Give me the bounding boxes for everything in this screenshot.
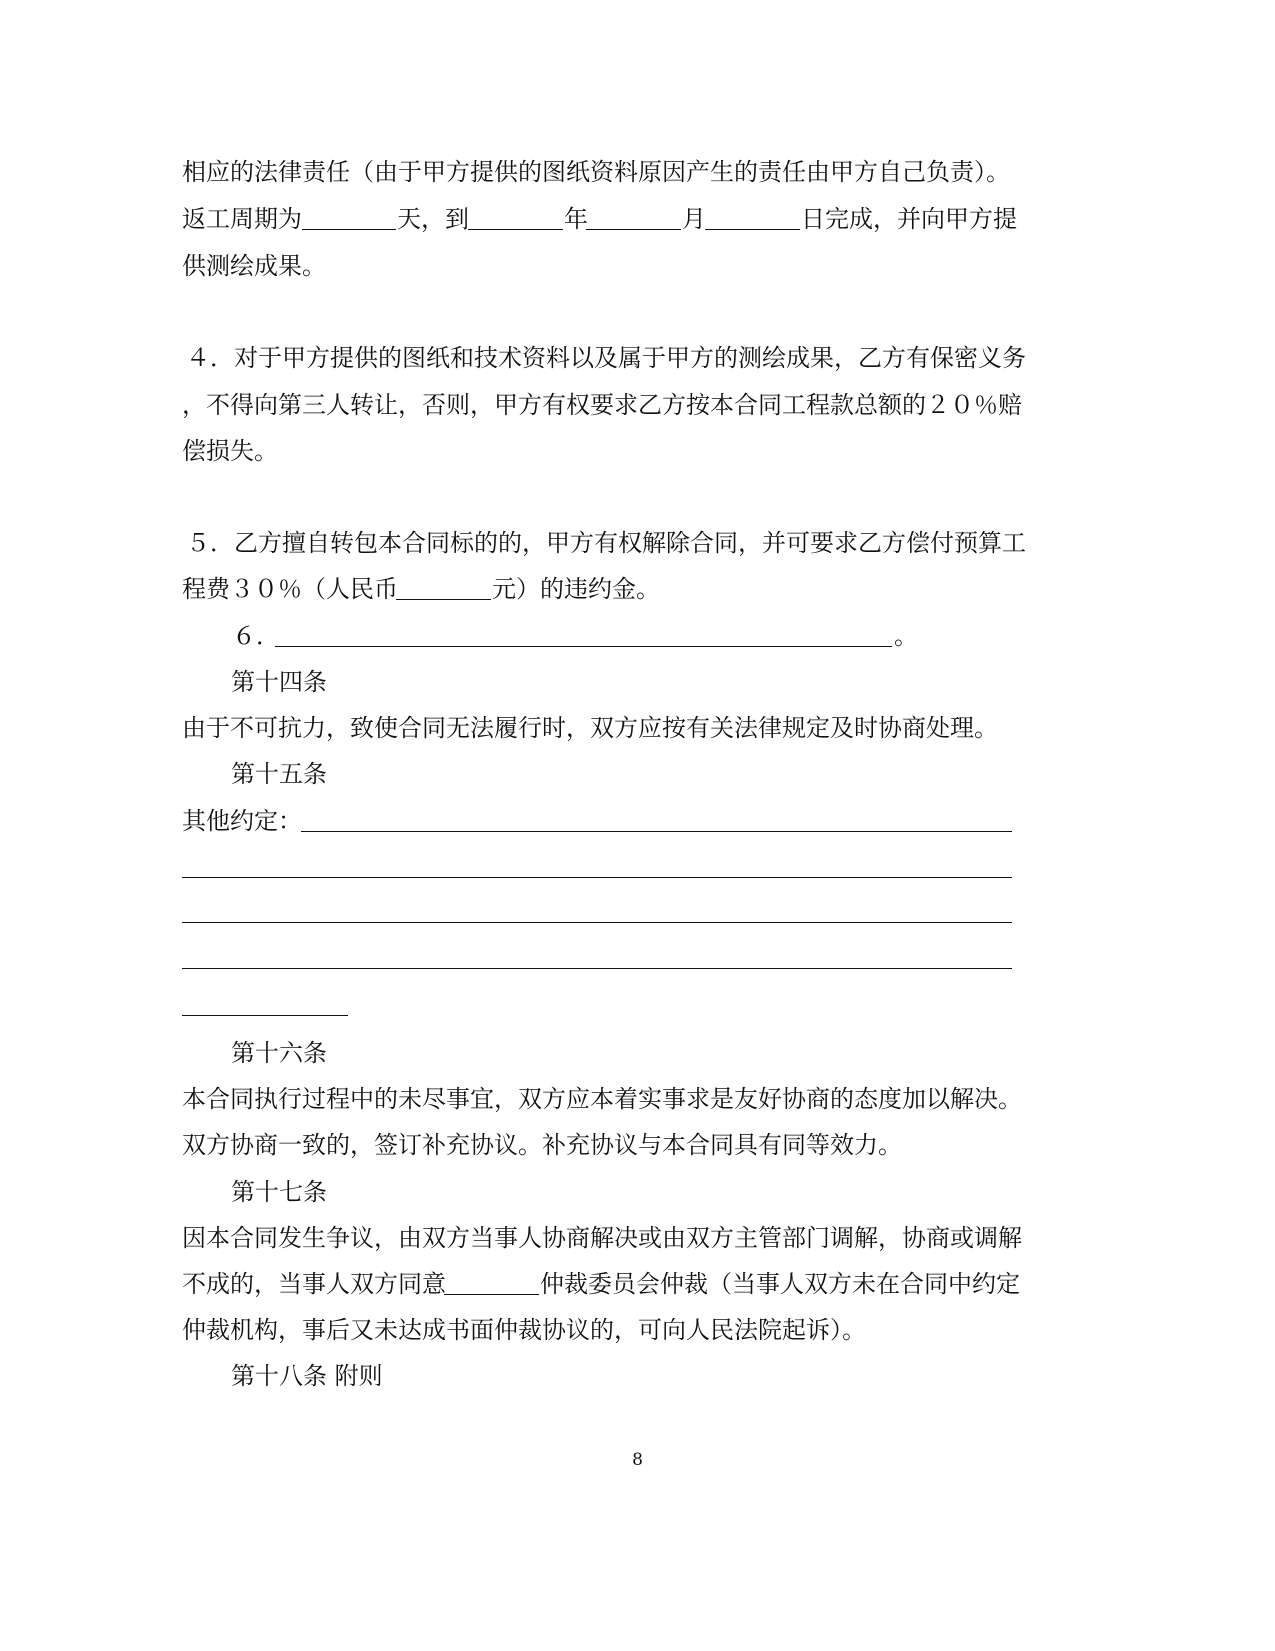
blank-field <box>275 646 892 647</box>
text: ，不得向第三人转让，否则，甲方有权要求乙方按本合同工程款总额的２０％赔 <box>182 391 1022 419</box>
text: 其他约定： <box>182 807 302 835</box>
blank-field <box>302 229 396 230</box>
text: 偿损失。 <box>182 437 278 465</box>
blank-field <box>444 1294 539 1295</box>
blank-field <box>301 831 1012 832</box>
text: 仲裁委员会仲裁（当事人双方未在合同中约定 <box>540 1270 1020 1298</box>
text: 年 <box>564 205 588 233</box>
blank-line <box>182 877 1012 878</box>
text: 本合同执行过程中的未尽事宜，双方应本着实事求是友好协商的态度加以解决。 <box>182 1085 1022 1113</box>
blank-line <box>182 922 1012 923</box>
text: ５．乙方擅自转包本合同标的的，甲方有权解除合同，并可要求乙方偿付预算工 <box>186 529 1026 557</box>
text: ４．对于甲方提供的图纸和技术资料以及属于甲方的测绘成果，乙方有保密义务 <box>186 344 1026 372</box>
blank-line <box>182 968 1012 969</box>
text: 元）的违约金。 <box>492 575 660 603</box>
text: 供测绘成果。 <box>182 252 326 280</box>
text: 日完成，并向甲方提 <box>801 205 1017 233</box>
blank-line <box>182 1015 348 1016</box>
text: 相应的法律责任（由于甲方提供的图纸资料原因产生的责任由甲方自己负责）。 <box>182 158 1010 186</box>
text: 天，到 <box>397 205 469 233</box>
text: 双方协商一致的，签订补充协议。补充协议与本合同具有同等效力。 <box>182 1131 902 1159</box>
heading-text: 第十四条 <box>231 668 327 696</box>
heading-text: 第十七条 <box>231 1178 327 1206</box>
text: 仲裁机构，事后又未达成书面仲裁协议的，可向人民法院起诉）。 <box>182 1316 866 1344</box>
blank-field <box>396 599 491 600</box>
text: 月 <box>682 205 706 233</box>
heading-text: 第十六条 <box>231 1039 327 1067</box>
page-number: 8 <box>632 1450 643 1470</box>
blank-field <box>705 229 800 230</box>
text: 因本合同发生争议，由双方当事人协商解决或由双方主管部门调解，协商或调解 <box>182 1224 1022 1252</box>
heading-text: 第十五条 <box>231 760 327 788</box>
text: 程费３０％（人民币 <box>182 575 398 603</box>
blank-field <box>468 229 563 230</box>
item-number: ６． <box>232 622 280 650</box>
blank-field <box>586 229 681 230</box>
text: 由于不可抗力，致使合同无法履行时，双方应按有关法律规定及时协商处理。 <box>182 714 998 742</box>
text: 。 <box>894 622 918 650</box>
text: 不成的，当事人双方同意 <box>182 1270 446 1298</box>
heading-text: 第十八条 附则 <box>231 1362 383 1390</box>
text: 返工周期为 <box>182 205 302 233</box>
